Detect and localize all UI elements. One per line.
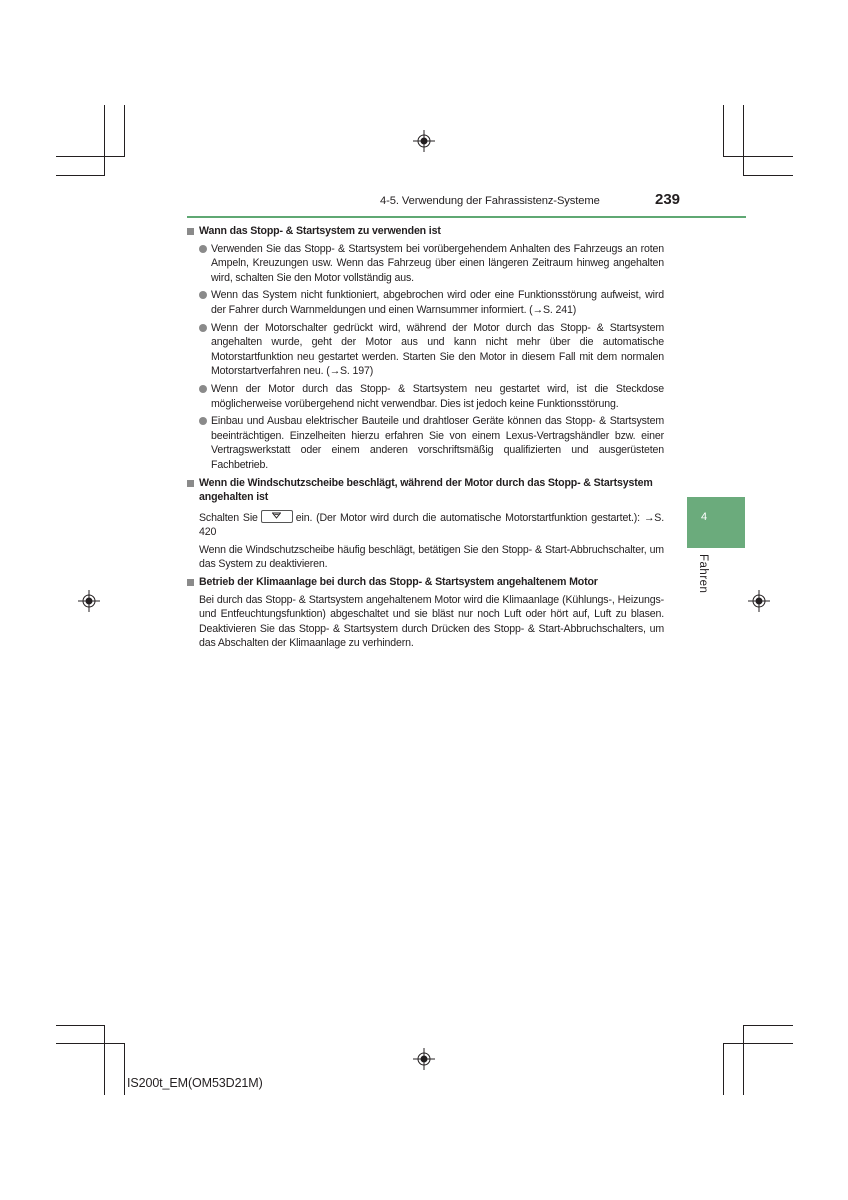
crop-mark-bottom-left-v2: [124, 1043, 125, 1095]
list-item: [186, 242, 664, 286]
registration-left-icon: [78, 590, 100, 612]
page-number: 239: [655, 191, 681, 208]
paragraph: [186, 511, 664, 540]
section-heading: [186, 476, 664, 505]
list-item-text: Wenn das System nicht funktioniert, abgebrochen wird oder eine Funktionsstörung aufweist, wird der Fahrer durch Warnmeldungen und einen Warnsummer informiert. (→S. 241): [211, 289, 664, 316]
crop-mark-bottom-right-v2: [743, 1025, 744, 1095]
crop-mark-bottom-right-h2: [723, 1043, 793, 1044]
crop-mark-bottom-right-v: [723, 1043, 724, 1095]
crop-mark-bottom-left-h: [56, 1025, 105, 1026]
chapter-number: 4: [701, 511, 708, 523]
crop-mark-bottom-left-v: [104, 1025, 105, 1095]
page-content: [186, 224, 664, 654]
grey-dot-icon: [199, 245, 207, 253]
crop-mark-top-left-h2: [56, 175, 105, 176]
heading-text: Betrieb der Klimaanlage bei durch das Stopp- & Startsystem angehaltenem Motor: [199, 576, 598, 589]
grey-square-icon: [187, 228, 194, 235]
grey-dot-icon: [199, 385, 207, 393]
chapter-tab: [687, 497, 745, 548]
list-item: [186, 288, 664, 317]
grey-dot-icon: [199, 291, 207, 299]
section-heading: [186, 224, 664, 239]
chapter-title: Fahren: [697, 554, 709, 594]
grey-dot-icon: [199, 417, 207, 425]
grey-square-icon: [187, 480, 194, 487]
list-item-text: Einbau und Ausbau elektrischer Bauteile und drahtloser Geräte können das Stopp- & Startsystem beeinträchtigen. Einzelheiten hierzu erfahren Sie von einem Lexus-Vertragshändler bzw. einer Vertragswerkstatt oder einem anderen vorschriftsmäßig qualifizierten und ausgerüsteten Fachbetrieb.: [211, 415, 664, 471]
list-item-text: Wenn der Motorschalter gedrückt wird, während der Motor durch das Stopp- & Startsystem angehalten wurde, geht der Motor aus und kann nicht mehr über die automatische Motorstartfunktion neu gestartet werden. Starten Sie den Motor in diesem Fall mit dem normalen Motorstartverfahren neu. (→S. 197): [211, 321, 664, 378]
paragraph-text-before: Schalten Sie: [199, 511, 258, 524]
heading-text: Wenn die Windschutzscheibe beschlägt, während der Motor durch das Stopp- & Startsystem angehalten ist: [199, 476, 653, 504]
list-item: [186, 382, 664, 411]
paragraph: [186, 593, 664, 651]
paragraph-text-after: ein. (Der Motor wird durch die automatische Motorstartfunktion gestartet.): →S. 420: [199, 511, 664, 539]
crop-mark-top-right-v2: [743, 105, 744, 175]
section-heading: [186, 575, 664, 590]
list-item: [186, 414, 664, 472]
list-item-text: Verwenden Sie das Stopp- & Startsystem bei vorübergehendem Anhalten des Fahrzeugs an roten Ampeln, Kreuzungen usw. Wenn das Fahrzeug über einen längeren Zeitraum hinweg angehalten wird, schalten Sie den Motor vollständig aus.: [211, 242, 664, 284]
registration-right-icon: [748, 590, 770, 612]
crop-mark-top-left-h: [56, 156, 125, 157]
paragraph-text: Wenn die Windschutzscheibe häufig beschlägt, betätigen Sie den Stopp- & Start-Abbruchschalter, um das System zu deaktivieren.: [199, 543, 664, 571]
registration-top-icon: [413, 130, 435, 152]
list-item-text: Wenn der Motor durch das Stopp- & Startsystem neu gestartet wird, ist die Steckdose möglicherweise vorübergehend nicht verwendbar. Dies ist jedoch keine Funktionsstörung.: [211, 382, 664, 410]
grey-square-icon: [187, 579, 194, 586]
crop-mark-bottom-left-h2: [56, 1043, 125, 1044]
list-item: [186, 321, 664, 379]
paragraph: [186, 543, 664, 572]
registration-bottom-icon: [413, 1048, 435, 1070]
crop-mark-top-left-v2: [124, 105, 125, 157]
windshield-defogger-button-icon: [261, 510, 293, 523]
crop-mark-top-right-h2: [743, 175, 793, 176]
paragraph-text: Bei durch das Stopp- & Startsystem angehaltenem Motor wird die Klimaanlage (Kühlungs-, Heizungs- und Entfeuchtungsfunktion) abgeschaltet und sie bläst nur noch Luft oder hört auf, Luft zu blasen. Deaktivieren Sie das Stopp- & Startsystem durch Drücken des Stopp- & Start-Abbruchschalters, um das Abschalten der Klimaanlage zu verhindern.: [199, 593, 664, 650]
crop-mark-top-right-h: [723, 156, 793, 157]
crop-mark-top-right-v: [723, 105, 724, 157]
crop-mark-top-left-v: [104, 105, 105, 175]
grey-dot-icon: [199, 324, 207, 332]
header-rule: [187, 216, 746, 218]
heading-text: Wann das Stopp- & Startsystem zu verwenden ist: [199, 225, 441, 237]
document-code: IS200t_EM(OM53D21M): [127, 1076, 263, 1090]
crop-mark-bottom-right-h: [743, 1025, 793, 1026]
section-title: 4-5. Verwendung der Fahrassistenz-Systeme: [380, 195, 600, 207]
